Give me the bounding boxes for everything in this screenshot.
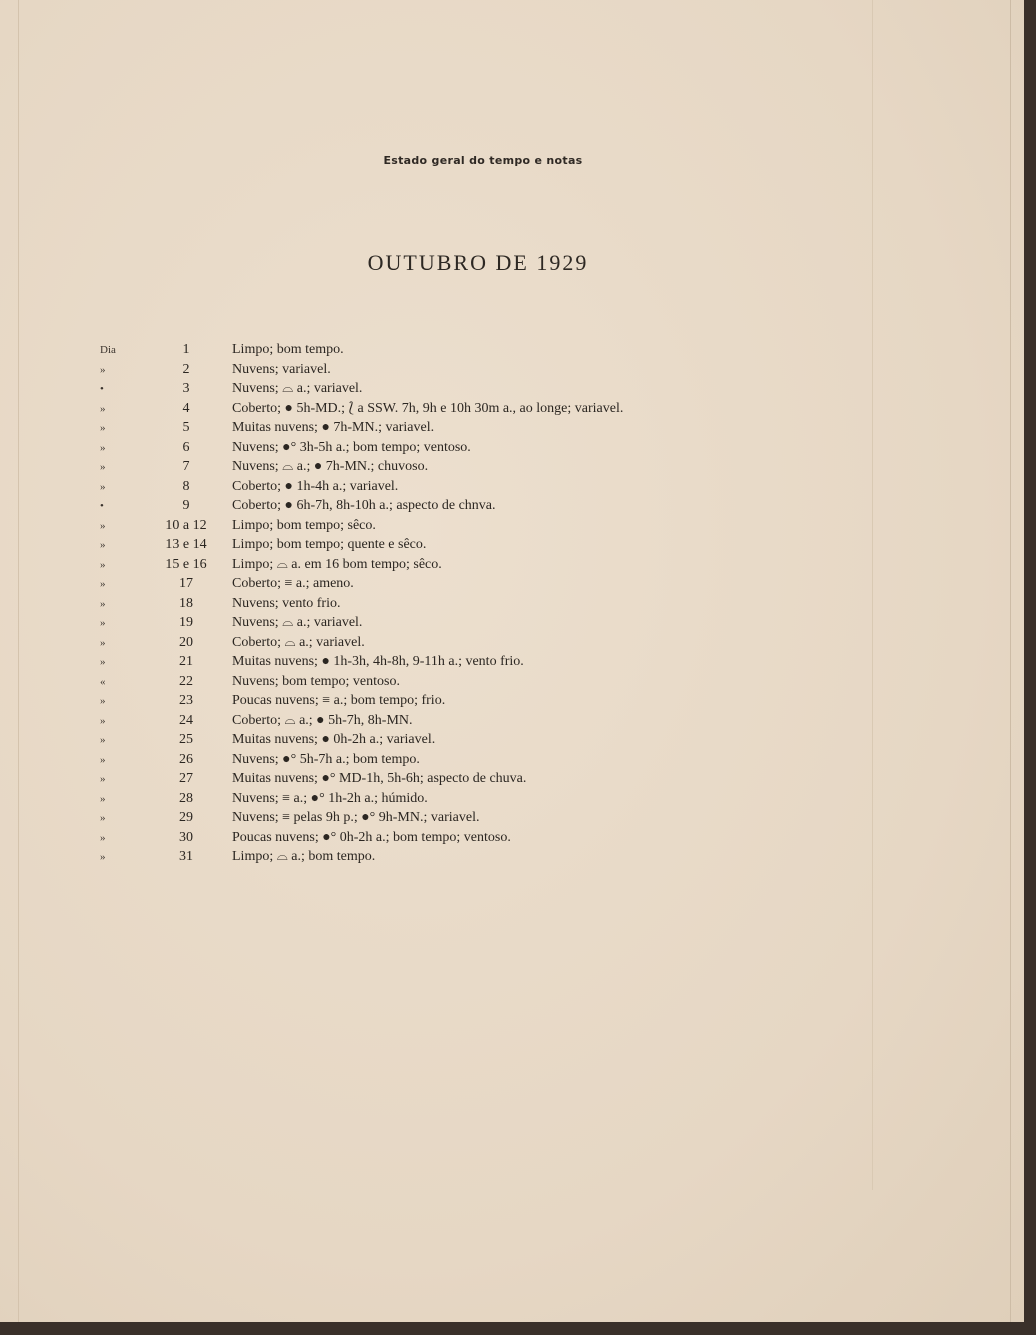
list-item — [100, 360, 820, 380]
row-mark: « — [100, 675, 106, 688]
row-mark: » — [100, 734, 106, 746]
row-mark: » — [100, 753, 106, 766]
list-item — [100, 477, 820, 497]
row-day: 17 — [179, 576, 193, 591]
row-day: 20 — [179, 634, 193, 650]
list-item — [100, 672, 820, 692]
row-text: Nuvens; ⌓ a.; ● 7h-MN.; chuvoso. — [232, 459, 429, 474]
row-day: 13 e 14 — [165, 537, 207, 552]
list-item — [100, 652, 820, 672]
row-text: Nuvens; bom tempo; ventoso. — [232, 673, 400, 689]
weather-notes-list — [100, 340, 820, 867]
row-text: Nuvens; ●° 3h-5h a.; bom tempo; ventoso. — [232, 439, 471, 455]
row-text: Muitas nuvens; ● 0h-2h a.; variavel. — [232, 732, 436, 747]
row-mark: » — [100, 597, 106, 610]
list-item — [100, 769, 820, 789]
list-item — [100, 457, 820, 477]
row-text: Poucas nuvens; ≡ a.; bom tempo; frio. — [232, 693, 446, 708]
row-text: Nuvens; vento frio. — [232, 595, 341, 611]
row-day: 7 — [182, 459, 190, 474]
row-text: Poucas nuvens; ●° 0h-2h a.; bom tempo; ventoso. — [232, 829, 511, 845]
row-mark: • — [100, 383, 104, 395]
list-item — [100, 496, 820, 516]
list-item — [100, 847, 820, 867]
row-text: Nuvens; ≡ pelas 9h p.; ●° 9h-MN.; variavel. — [232, 810, 480, 825]
row-day: 18 — [179, 595, 193, 611]
row-mark: » — [100, 558, 106, 571]
row-day: 4 — [182, 400, 190, 416]
row-mark: » — [100, 519, 106, 532]
row-mark: » — [100, 422, 106, 434]
list-item — [100, 399, 820, 419]
row-day: 15 e 16 — [165, 556, 207, 572]
list-item — [100, 828, 820, 848]
row-mark: » — [100, 539, 106, 551]
row-day: 29 — [179, 810, 193, 825]
list-item — [100, 691, 820, 711]
row-day: 5 — [182, 420, 190, 435]
page-title: OUTUBRO DE 1929 — [367, 250, 589, 275]
row-text: Limpo; bom tempo. — [232, 342, 344, 357]
row-text: Muitas nuvens; ● 7h-MN.; variavel. — [232, 420, 435, 435]
row-text: Coberto; ● 5h-MD.; ⟅ a SSW. 7h, 9h e 10h 30m a., ao longe; variavel. — [232, 400, 624, 416]
row-text: Nuvens; ⌓ a.; variavel. — [232, 615, 363, 630]
row-mark: » — [100, 695, 106, 707]
list-item — [100, 711, 820, 731]
page-fold — [872, 0, 873, 1190]
row-text: Coberto; ≡ a.; ameno. — [232, 576, 354, 591]
list-item — [100, 808, 820, 828]
row-mark: » — [100, 812, 106, 824]
row-day: 22 — [179, 673, 193, 689]
row-text: Coberto; ● 6h-7h, 8h-10h a.; aspecto de chnva. — [232, 498, 496, 513]
page-edge-left — [18, 0, 19, 1322]
row-text: Limpo; bom tempo; quente e sêco. — [232, 537, 427, 552]
row-mark: » — [100, 831, 106, 844]
row-mark: » — [100, 402, 106, 415]
row-text: Muitas nuvens; ●° MD-1h, 5h-6h; aspecto de chuva. — [232, 771, 527, 786]
list-item — [100, 535, 820, 555]
row-day: 1 — [182, 342, 190, 357]
row-text: Nuvens; ●° 5h-7h a.; bom tempo. — [232, 751, 420, 767]
row-day: 6 — [182, 439, 190, 455]
list-item — [100, 730, 820, 750]
list-item — [100, 613, 820, 633]
row-day: 3 — [182, 381, 190, 396]
row-day: 31 — [179, 849, 193, 864]
row-day: 8 — [182, 478, 190, 494]
row-mark: Dia — [100, 344, 116, 356]
row-text: Coberto; ● 1h-4h a.; variavel. — [232, 478, 399, 494]
row-text: Nuvens; ⌓ a.; variavel. — [232, 381, 363, 396]
page-edge-right — [1010, 0, 1011, 1322]
list-item — [100, 379, 820, 399]
row-mark: » — [100, 656, 106, 668]
list-item — [100, 594, 820, 614]
row-day: 2 — [182, 361, 190, 377]
row-mark: » — [100, 792, 106, 805]
row-text: Limpo; ⌓ a. em 16 bom tempo; sêco. — [232, 556, 442, 572]
row-text: Limpo; ⌓ a.; bom tempo. — [232, 849, 376, 864]
row-text: Nuvens; variavel. — [232, 361, 331, 377]
row-mark: » — [100, 441, 106, 454]
row-mark: » — [100, 461, 106, 473]
row-text: Coberto; ⌓ a.; ● 5h-7h, 8h-MN. — [232, 712, 413, 728]
list-item — [100, 555, 820, 575]
list-item — [100, 789, 820, 809]
row-mark: » — [100, 773, 106, 785]
row-text: Limpo; bom tempo; sêco. — [232, 517, 376, 533]
row-day: 26 — [179, 751, 193, 767]
row-mark: • — [100, 500, 104, 512]
page-header: Estado geral do tempo e notas — [383, 154, 583, 167]
list-item — [100, 574, 820, 594]
row-day: 10 a 12 — [165, 517, 207, 533]
list-item — [100, 438, 820, 458]
row-day: 27 — [179, 771, 193, 786]
row-text: Nuvens; ≡ a.; ●° 1h-2h a.; húmido. — [232, 790, 428, 806]
list-item — [100, 633, 820, 653]
row-mark: » — [100, 714, 106, 727]
row-day: 25 — [179, 732, 193, 747]
list-item — [100, 418, 820, 438]
row-day: 28 — [179, 790, 193, 806]
row-day: 30 — [179, 829, 193, 845]
row-day: 23 — [179, 693, 193, 708]
row-mark: » — [100, 363, 106, 376]
row-text: Coberto; ⌓ a.; variavel. — [232, 634, 365, 650]
row-mark: » — [100, 636, 106, 649]
row-mark: » — [100, 617, 106, 629]
row-mark: » — [100, 578, 106, 590]
row-day: 9 — [182, 498, 190, 513]
row-day: 21 — [179, 654, 193, 669]
row-day: 19 — [179, 615, 193, 630]
row-text: Muitas nuvens; ● 1h-3h, 4h-8h, 9-11h a.; vento frio. — [232, 654, 524, 669]
row-mark: » — [100, 480, 106, 493]
row-day: 24 — [179, 712, 193, 728]
list-item — [100, 516, 820, 536]
list-item — [100, 750, 820, 770]
row-mark: » — [100, 851, 106, 863]
list-item — [100, 340, 820, 360]
